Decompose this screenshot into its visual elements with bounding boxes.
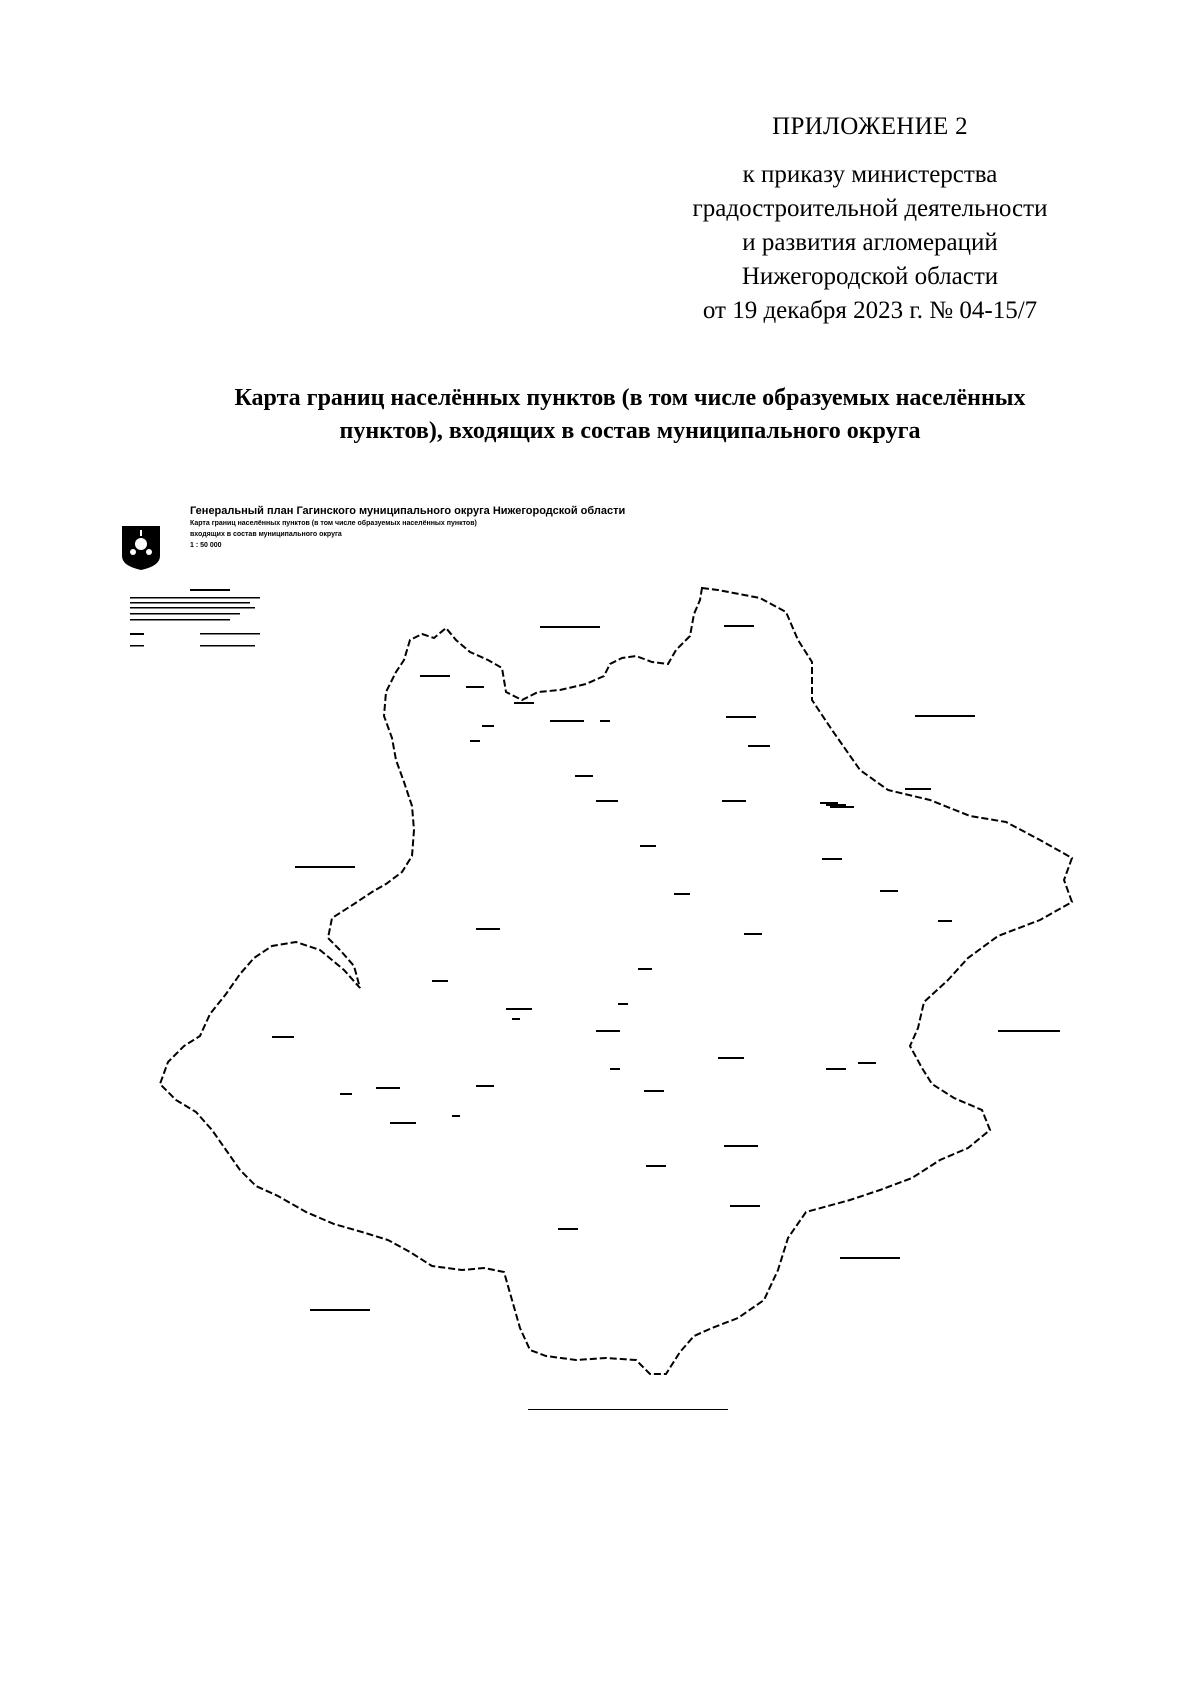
document-title-line: пунктов), входящих в состав муниципального округа bbox=[339, 418, 921, 444]
map-subtitle: Карта границ населённых пунктов (в том числе образуемых населённых пунктов) bbox=[190, 520, 477, 527]
appendix-line: градостроительной деятельности bbox=[692, 195, 1048, 222]
neighbour-labels bbox=[295, 626, 1060, 1311]
appendix-line: и развития агломераций bbox=[742, 229, 998, 256]
district-boundary bbox=[160, 588, 1072, 1374]
document-title-line: Карта границ населённых пунктов (в том числе образуемых населённых bbox=[234, 385, 1026, 411]
settlement-markers bbox=[272, 625, 952, 1230]
map-legend bbox=[130, 589, 260, 647]
appendix-line: от 19 декабря 2023 г. № 04-15/7 bbox=[702, 297, 1038, 324]
appendix-line: к приказу министерства bbox=[742, 161, 998, 188]
footer-rule bbox=[528, 1409, 728, 1410]
map-title: Генеральный план Гагинского муниципального округа Нижегородской области bbox=[190, 505, 626, 517]
appendix-line: Нижегородской области bbox=[741, 263, 999, 290]
map-scale: 1 : 50 000 bbox=[190, 542, 222, 549]
appendix-title: ПРИЛОЖЕНИЕ 2 bbox=[772, 113, 968, 140]
map-subtitle-2: входящих в состав муниципального округа bbox=[190, 531, 342, 538]
